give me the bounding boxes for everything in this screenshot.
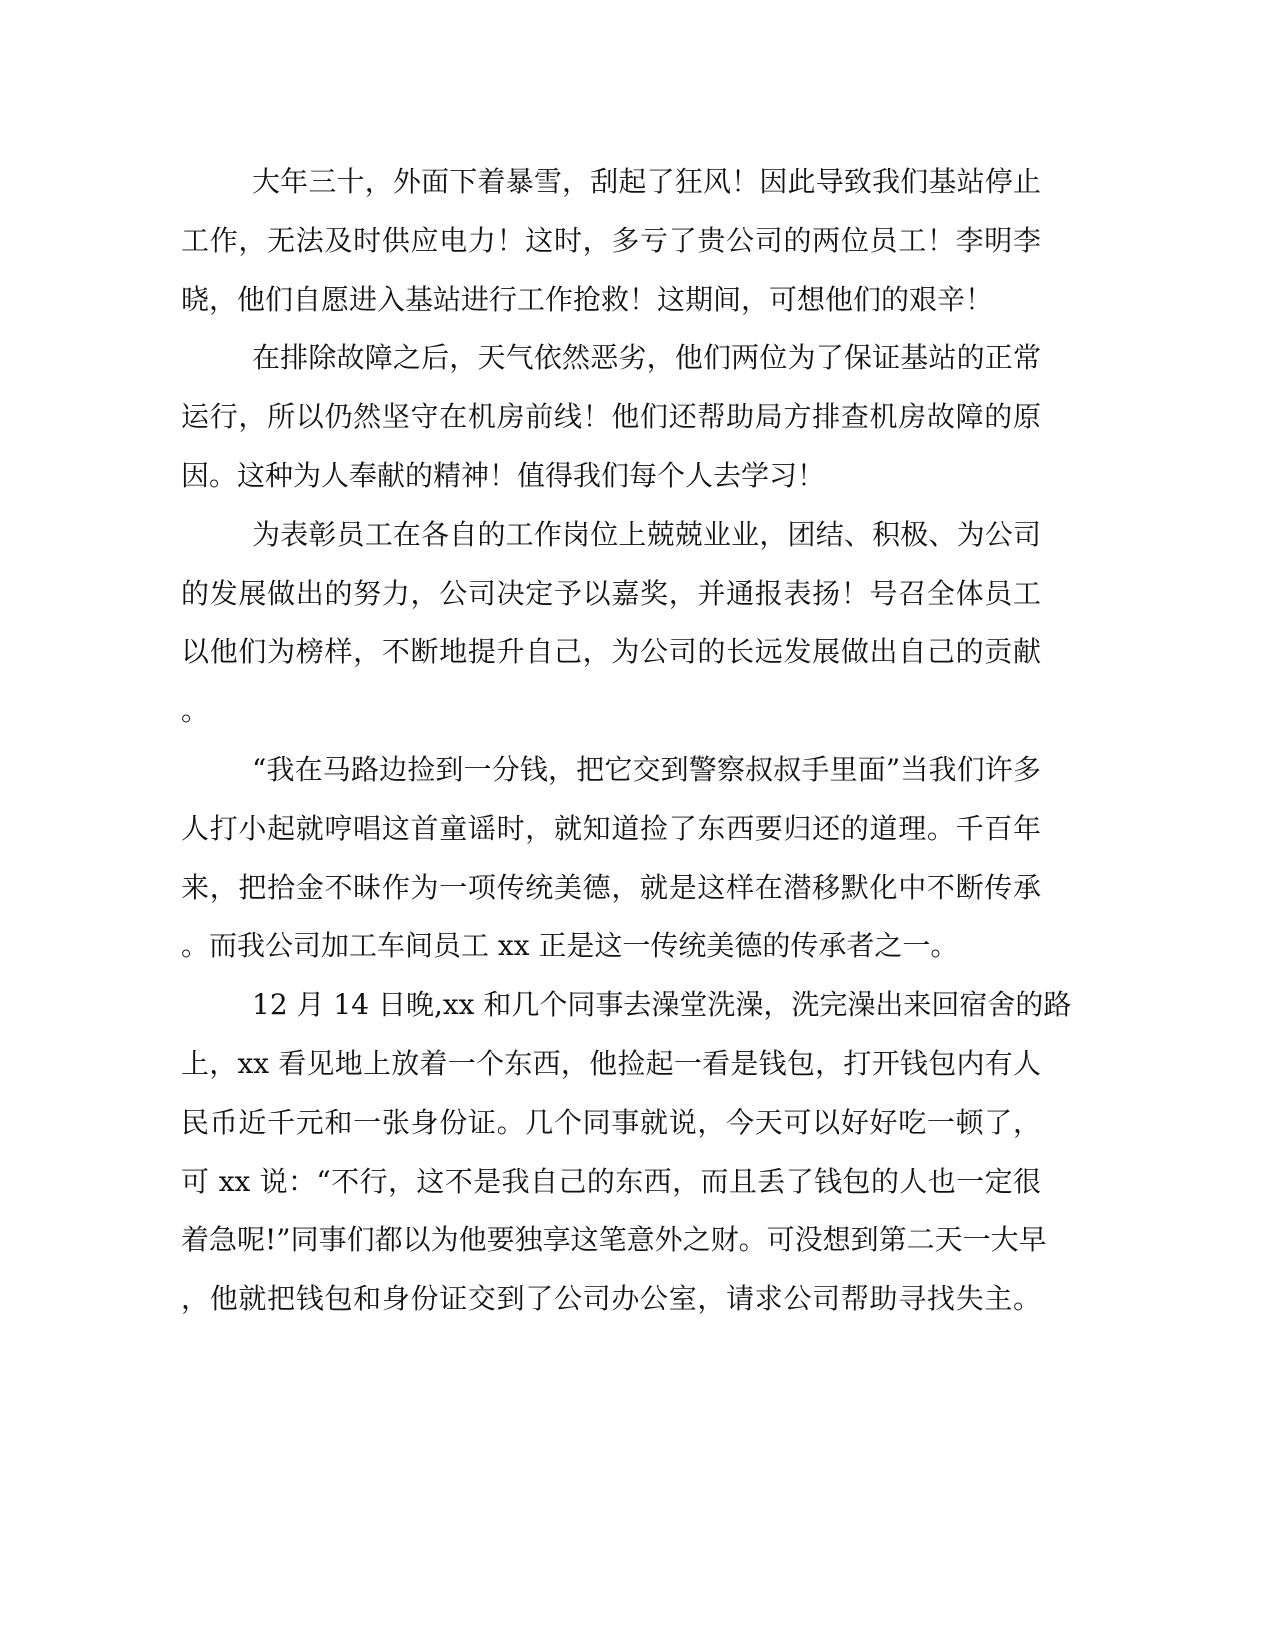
paragraph-3-line-3: 以他们为榜样，不断地提升自己，为公司的长远发展做出自己的贡献 <box>181 635 1041 668</box>
paragraph-1-line-2: 工作，无法及时供应电力！这时，多亏了贵公司的两位员工！李明李 <box>181 224 1041 257</box>
paragraph-5-line-4: 可 xx 说：“不行，这不是我自己的东西，而且丢了钱包的人也一定很 <box>181 1165 1041 1198</box>
paragraph-5-line-3: 民币近千元和一张身份证。几个同事就说，今天可以好好吃一顿了， <box>181 1106 1041 1139</box>
paragraph-1-line-1: 大年三十，外面下着暴雪，刮起了狂风！因此导致我们基站停止 <box>252 165 1041 198</box>
paragraph-5-line-2: 上，xx 看见地上放着一个东西，他捡起一看是钱包，打开钱包内有人 <box>181 1047 1041 1080</box>
paragraph-5-line-5: 着急呢!”同事们都以为他要独享这笔意外之财。可没想到第二天一大早 <box>181 1223 1047 1256</box>
paragraph-5-line-1: 12 月 14 日晚,xx 和几个同事去澡堂洗澡，洗完澡出来回宿舍的路 <box>252 988 1072 1021</box>
paragraph-3-line-4: 。 <box>181 694 210 727</box>
paragraph-5-line-6: ，他就把钱包和身份证交到了公司办公室，请求公司帮助寻找失主。 <box>181 1282 1041 1315</box>
paragraph-1-line-3: 晓，他们自愿进入基站进行工作抢救！这期间，可想他们的艰辛！ <box>181 283 994 316</box>
paragraph-3-line-1: 为表彰员工在各自的工作岗位上兢兢业业，团结、积极、为公司 <box>252 518 1041 551</box>
paragraph-2-line-3: 因。这种为人奉献的精神！值得我们每个人去学习！ <box>181 459 826 492</box>
paragraph-2-line-2: 运行，所以仍然坚守在机房前线！他们还帮助局方排查机房故障的原 <box>181 400 1041 433</box>
paragraph-4-line-1: “我在马路边捡到一分钱，把它交到警察叔叔手里面”当我们许多 <box>252 753 1041 786</box>
paragraph-2-line-1: 在排除故障之后，天气依然恶劣，他们两位为了保证基站的正常 <box>252 341 1041 374</box>
paragraph-4-line-4: 。而我公司加工车间员工 xx 正是这一传统美德的传承者之一。 <box>181 929 959 962</box>
paragraph-4-line-3: 来，把拾金不昧作为一项传统美德，就是这样在潜移默化中不断传承 <box>181 871 1041 904</box>
paragraph-4-line-2: 人打小起就哼唱这首童谣时，就知道捡了东西要归还的道理。千百年 <box>181 812 1041 845</box>
paragraph-3-line-2: 的发展做出的努力，公司决定予以嘉奖，并通报表扬！号召全体员工 <box>181 577 1041 610</box>
